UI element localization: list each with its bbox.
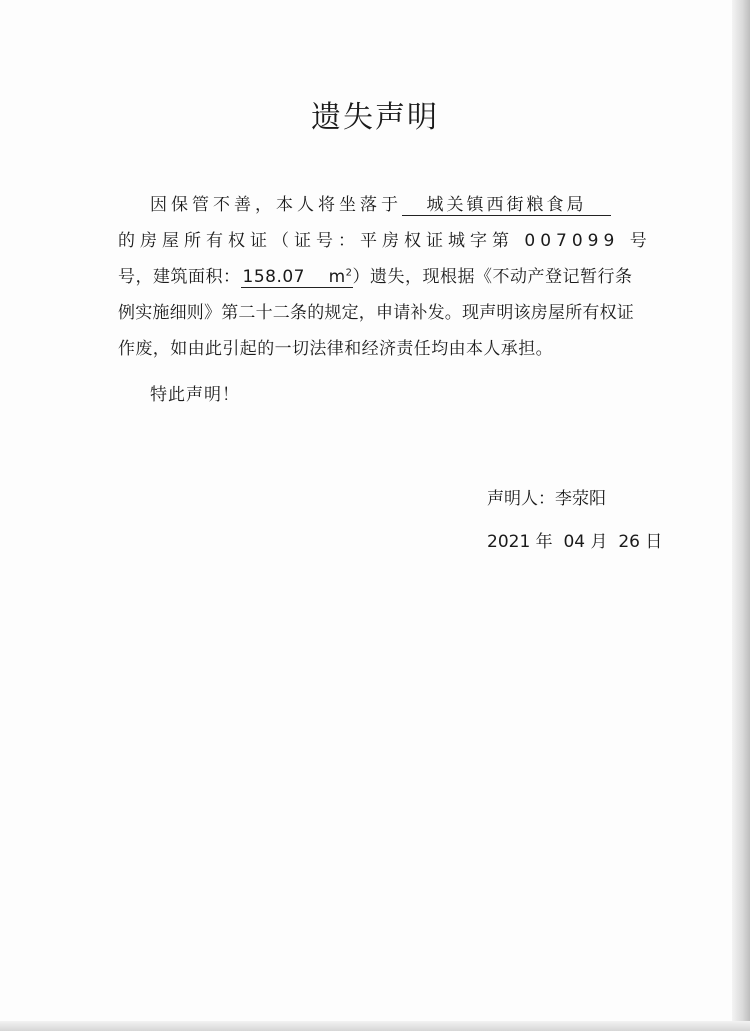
area-value: 158.07 xyxy=(242,267,305,287)
scan-edge-bottom xyxy=(0,1021,750,1031)
location-field: 城关镇西街粮食局 xyxy=(402,190,611,216)
document-title: 遗失声明 xyxy=(311,100,439,135)
body-line-4: 例实施细则》第二十二条的规定，申请补发。现声明该房屋所有权证 xyxy=(118,303,634,323)
area-field xyxy=(241,267,353,288)
body-line-3-prefix: 号，建筑面积： xyxy=(118,267,241,287)
body-line-1 xyxy=(150,190,611,216)
body-line-1-prefix: 因保管不善，本人将坐落于 xyxy=(150,195,402,215)
area-unit: m xyxy=(328,267,346,287)
body-line-3 xyxy=(118,262,633,288)
scan-edge-right xyxy=(732,0,750,1031)
declarant-signature: 声明人：李荥阳 xyxy=(487,489,606,509)
body-line-2: 的房屋所有权证（证号：平房权证城字第 007099 号 xyxy=(118,231,652,251)
body-line-5: 作废，如由此引起的一切法律和经济责任均由本人承担。 xyxy=(118,339,553,359)
area-unit-sup: 2 xyxy=(345,267,353,279)
closing-statement: 特此声明！ xyxy=(150,385,240,405)
body-line-3-suffix: ）遗失，现根据《不动产登记暂行条 xyxy=(352,267,633,287)
declaration-date: 2021 年 04 月 26 日 xyxy=(487,532,663,552)
